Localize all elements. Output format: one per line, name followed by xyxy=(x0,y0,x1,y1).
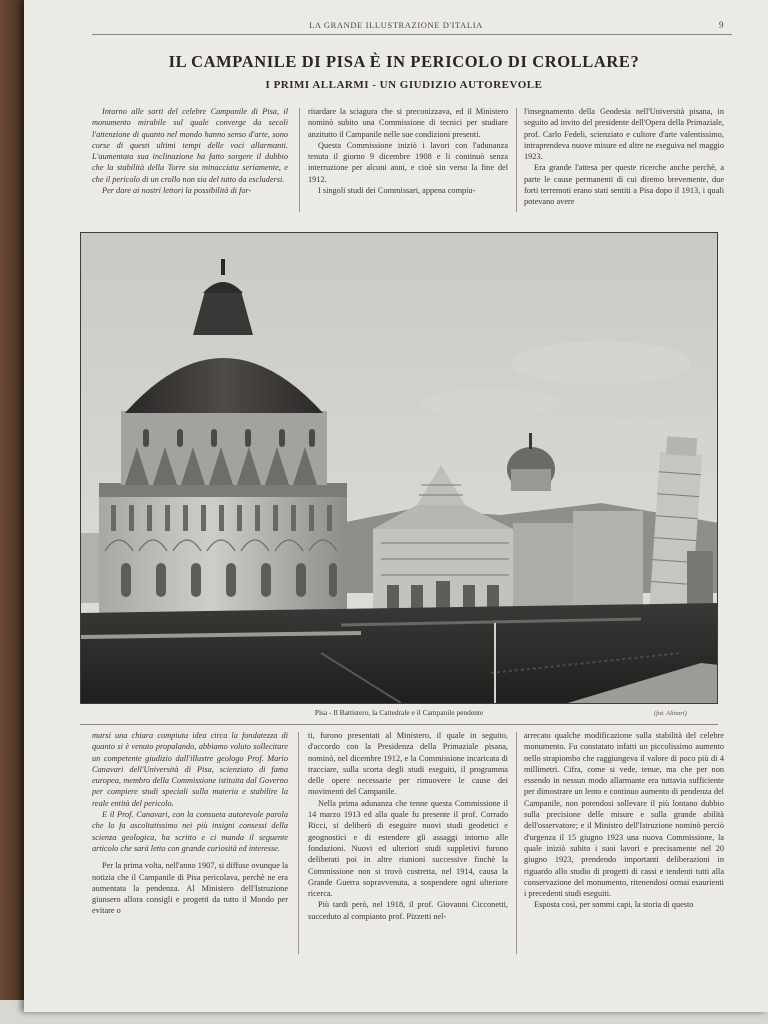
top-column-2 xyxy=(308,106,508,222)
paragraph: ritardare la sciagura che si preconizzava, ed il Ministero nominò subito una Commissione di tecnici per studiare anzitutto il Campanile nelle sue condizioni presenti. xyxy=(308,107,508,139)
bottom-column-2 xyxy=(308,730,508,958)
paragraph: Era grande l'attesa per queste ricerche anche perchè, a parte le cause permanenti di cui diremo brevemente, due forti terremoti erano stati sentiti a Pisa dopo il 1913, i quali potevano avere xyxy=(524,163,724,207)
page-number: 9 xyxy=(719,20,724,30)
paragraph: I singoli studi dei Commissari, appena compiu- xyxy=(318,186,476,196)
paragraph: Per la prima volta, nell'anno 1907, si diffuse ovunque la notizia che il Campanile di Pisa pericolava, perchè ne era aumentata la pendenza. Al Ministero dell'Istruzione giunsero allora consigli e progetti da tutto il Mondo per evitare o xyxy=(92,861,288,916)
paragraph: Questa Commissione iniziò i lavori con l'adunanza tenuta il giorno 9 dicembre 1908 e li continuò senza interruzione per alcuni anni, e cioè sin verso la fine del 1912. xyxy=(308,140,508,184)
paragraph: Nella prima adunanza che tenne questa Commissione il 14 marzo 1913 ed alla quale fu presente il prof. Corrado Ricci, si deliberò di eseguire nuovi studi geodetici e geognostici e di estendere gli assaggi intorno alle fondazioni. Nuovi ed ulteriori studi suppletivi furono deliberati poi in altre riunioni successive finchè la Commissione non si trovò costretta, nel 1914, causa la Grande Guerra sopravvenuta, a sospendere ogni ulteriore ricerca. xyxy=(308,798,508,899)
column-divider xyxy=(516,732,517,954)
top-column-3 xyxy=(524,106,724,222)
article-subtitle: I PRIMI ALLARMI - UN GIUDIZIO AUTOREVOLE xyxy=(265,79,543,91)
column-divider xyxy=(298,732,299,954)
paragraph: Per dare ai nostri lettori la possibilità di for- xyxy=(102,186,252,196)
article-title: IL CAMPANILE DI PISA È IN PERICOLO DI CROLLARE? xyxy=(168,52,640,71)
running-header: LA GRANDE ILLUSTRAZIONE D'ITALIA xyxy=(309,20,483,30)
column-divider xyxy=(299,108,300,212)
photograph xyxy=(80,232,718,704)
right-building xyxy=(687,551,713,611)
paragraph: Più tardi però, nel 1918, il prof. Giovanni Cicconetti, succeduto al compianto prof. Pizzetti nel- xyxy=(308,900,508,921)
paragraph: l'insegnamento della Geodesia nell'Università pisana, in seguito ad invito del presidente dell'Opera della Primaziale, prof. Carlo Fedeli, scienziato e cultore d'arte valentissimo, intraprendeva nuove misure ed altre ne eseguiva nel maggio 1923. xyxy=(524,107,724,162)
caption-rule xyxy=(80,724,718,725)
column-divider xyxy=(516,108,517,212)
top-column-1 xyxy=(92,106,288,222)
header-rule xyxy=(92,34,732,35)
paragraph: ti, furono presentati al Ministero, il quale in seguito, d'accordo con la Presidenza della Primaziale pisana, nominò, nel dicembre 1912, e la Commissione incaricata di tracciare, sulla scorta degli studi eseguiti, il programma delle opere necessarie per rimuovere le cause dei movimenti del Campanile. xyxy=(308,731,508,797)
paragraph: E il Prof. Canavari, con la consueta autorevole parola che lo fa ascoltatissimo nei più insigni consessi della scienza geologica, ha scritto e ci manda il seguente articolo che sarà letto con grande curiosità ed interesse. xyxy=(92,810,288,853)
photo-caption: Pisa - Il Battistero, la Cattedrale e il Campanile pendente xyxy=(314,708,484,717)
photo-credit: (fot. Alinari) xyxy=(654,710,687,717)
bottom-column-3 xyxy=(524,730,724,958)
paragraph: arrecato qualche modificazione sulla stabilità del celebre monumento. Fu constatato infatti un piccolissimo aumento nello strapiombo che raggiungeva il valore di poco più di 4 millimetri. Cifra, come si vede, tenue, ma che per non essendo in nessun modo allarmante era tuttavia sufficiente per dimostrare un lento e continuo aumento di pendenza del Campanile, non potendosi sollevare il più lontano dubbio sulla precisione delle misure e sulla grande abilità dell'osservatore; e il Ministro dell'Istruzione nominò perciò d'urgenza il 15 giugno 1923 una nuova Commissione, la quale iniziò subito i suoi lavori e precisamente nel 20 giugno 1923, prendendo importanti deliberazioni in riguardo allo studio di progetti di cassi e tendenti tutti alla conservazione del monumento, ritenendosi ormai esaurienti i precedenti studi eseguiti. xyxy=(524,731,724,899)
magazine-page xyxy=(24,0,768,1012)
paragraph: marsi una chiara compiuta idea circa la fondatezza di quanto si è venuto propalando, abbiamo voluto sollecitare un competente giudizio dall'illustre geologo Prof. Mario Canavari dell'Università di Pisa, scienziato di fama europea, membro della Commissione istituita dal Governo per compiere studi speciali sulla materia e stabilire la reale entità del pericolo. xyxy=(92,731,288,808)
paragraph: Intorno alle sorti del celebre Campanile di Pisa, il monumento mirabile sul quale converge da secoli l'attenzione di quanto nel mondo hanno senso d'arte, sono corse di questi ultimi tempi delle voci allarmanti. L'aumentata sua inclinazione ha fatto sorgere il dubbio che la stabilità della Torre sia minacciata seriamente, e che il pericolo di un crollo non sia del tutto da escludersi. xyxy=(92,107,288,184)
bottom-column-1 xyxy=(92,730,288,958)
left-building xyxy=(81,533,99,603)
paragraph: Esposta così, per sommi capi, la storia di questo xyxy=(534,900,694,910)
